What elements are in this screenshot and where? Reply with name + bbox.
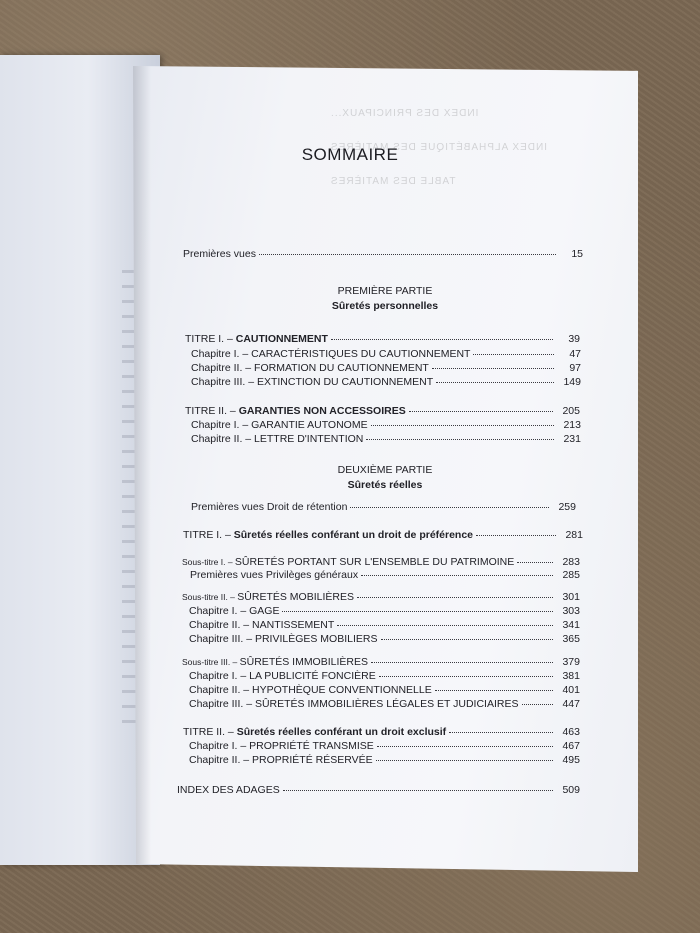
toc-chapter xyxy=(191,347,581,361)
toc-leader xyxy=(331,339,553,340)
toc-prefix: Sous-titre II. – xyxy=(182,592,238,602)
toc-label: Chapitre II. – LETTRE D'INTENTION xyxy=(191,433,364,445)
toc-page: 467 xyxy=(562,740,580,752)
toc-leader xyxy=(435,690,553,691)
toc-chapter xyxy=(189,739,580,753)
toc-page: 379 xyxy=(562,656,580,668)
toc-leader xyxy=(409,411,553,412)
toc-page: 301 xyxy=(562,591,580,603)
toc-leader xyxy=(379,676,553,677)
bleed-through-text xyxy=(330,108,590,223)
toc-page: 47 xyxy=(569,348,581,360)
toc-leader xyxy=(522,704,554,705)
toc-page: 39 xyxy=(568,333,580,345)
part1-name: Sûretés personnelles xyxy=(331,300,439,312)
toc-leader xyxy=(517,562,553,563)
toc-label: Premières vues Droit de rétention xyxy=(191,501,348,513)
toc-label: Chapitre III. – PRIVILÈGES MOBILIERS xyxy=(189,633,378,645)
toc-sous-titre-2 xyxy=(182,590,580,604)
part1-number: PREMIÈRE PARTIE xyxy=(337,285,433,297)
toc-leader xyxy=(337,625,553,626)
toc-label: Chapitre II. – FORMATION DU CAUTIONNEMENT xyxy=(191,362,429,374)
toc-page: 213 xyxy=(563,419,581,431)
toc-chapter xyxy=(191,418,581,432)
toc-part2-titre1 xyxy=(183,528,583,542)
toc-page: 463 xyxy=(562,726,580,738)
toc-chapter xyxy=(189,683,580,697)
toc-sous-titre-1 xyxy=(182,555,580,569)
toc-label: Chapitre I. – GARANTIE AUTONOME xyxy=(191,419,368,431)
toc-leader xyxy=(283,790,553,791)
toc-label: INDEX DES ADAGES xyxy=(177,784,280,796)
toc-page: 509 xyxy=(562,784,580,796)
toc-index xyxy=(177,783,580,797)
bleed-line: TABLE DES MATIÈRES xyxy=(330,176,456,187)
toc-leader xyxy=(381,639,554,640)
toc-leader xyxy=(432,368,554,369)
toc-page: 97 xyxy=(569,362,581,374)
toc-label: Chapitre II. – HYPOTHÈQUE CONVENTIONNELLE xyxy=(189,684,432,696)
toc-label: Chapitre I. – PROPRIÉTÉ TRANSMISE xyxy=(189,740,374,752)
toc-prefix: TITRE II. – xyxy=(185,405,239,417)
toc-chapter xyxy=(191,375,581,389)
toc-label: Chapitre I. – GAGE xyxy=(189,605,280,617)
toc-label: CAUTIONNEMENT xyxy=(235,333,328,345)
page-title: SOMMAIRE xyxy=(301,145,399,164)
toc-part2-titre2 xyxy=(183,725,580,739)
toc-page: 231 xyxy=(563,433,581,445)
toc-chapter xyxy=(189,632,580,646)
part2-number: DEUXIÈME PARTIE xyxy=(337,464,433,476)
toc-chapter xyxy=(191,361,581,375)
toc-page: 365 xyxy=(562,633,580,645)
bleed-line: INDEX ALPHABÉTIQUE DES MATIÈRES xyxy=(330,142,547,153)
toc-label: Chapitre I. – CARACTÉRISTIQUES DU CAUTIONNEMENT xyxy=(191,348,471,360)
toc-label: SÛRETÉS MOBILIÈRES xyxy=(237,591,354,603)
part2-name: Sûretés réelles xyxy=(347,479,423,491)
toc-chapter xyxy=(189,753,580,767)
toc-chapter xyxy=(189,697,580,711)
toc-label: GARANTIES NON ACCESSOIRES xyxy=(238,405,406,417)
toc-label: Chapitre II. – NANTISSEMENT xyxy=(189,619,335,631)
toc-page: 381 xyxy=(562,670,580,682)
toc-label: Chapitre III. – SÛRETÉS IMMOBILIÈRES LÉGALES ET JUDICIAIRES xyxy=(189,698,519,710)
toc-leader xyxy=(361,575,553,576)
toc-label: Sûretés réelles conférant un droit de préférence xyxy=(233,529,474,541)
toc-leader xyxy=(436,382,554,383)
toc-page: 495 xyxy=(562,754,580,766)
toc-page: 281 xyxy=(565,529,583,541)
toc-leader xyxy=(357,597,553,598)
toc-label: Sûretés réelles conférant un droit exclusif xyxy=(236,726,447,738)
toc-page: 303 xyxy=(562,605,580,617)
toc-leader xyxy=(476,535,556,536)
toc-leader xyxy=(259,254,556,255)
toc-chapter xyxy=(191,432,581,446)
toc-page: 401 xyxy=(562,684,580,696)
toc-prefix: Sous-titre I. – xyxy=(182,557,235,567)
toc-leader xyxy=(371,662,553,663)
toc-leader xyxy=(473,354,554,355)
toc-label: Chapitre II. – PROPRIÉTÉ RÉSERVÉE xyxy=(189,754,373,766)
toc-page: 447 xyxy=(562,698,580,710)
toc-leader xyxy=(377,746,553,747)
toc-prefix: TITRE I. – xyxy=(183,529,234,541)
toc-leader xyxy=(282,611,553,612)
toc-label: Chapitre III. – EXTINCTION DU CAUTIONNEMENT xyxy=(191,376,434,388)
toc-page: 205 xyxy=(562,405,580,417)
toc-pv-droit xyxy=(191,500,576,514)
toc-part1-titre2 xyxy=(185,404,580,418)
part1-heading xyxy=(0,284,700,314)
toc-leader xyxy=(371,425,554,426)
toc-prefix: Sous-titre III. – xyxy=(182,657,240,667)
toc-sous-titre-3 xyxy=(182,655,580,669)
toc-chapter xyxy=(189,618,580,632)
toc-label: Premières vues Privilèges généraux xyxy=(190,569,359,581)
toc-chapter xyxy=(189,669,580,683)
toc-label: SÛRETÉS IMMOBILIÈRES xyxy=(239,656,368,668)
toc-page: 283 xyxy=(562,556,580,568)
toc-page: 149 xyxy=(563,376,581,388)
toc-part1-titre1 xyxy=(185,332,580,346)
toc-leader xyxy=(376,760,553,761)
bleed-line: INDEX DES PRINCIPAUX... xyxy=(330,108,479,119)
toc-label: SÛRETÉS PORTANT SUR L'ENSEMBLE DU PATRIMOINE xyxy=(234,556,515,568)
toc-page: 341 xyxy=(562,619,580,631)
toc-premieres-vues xyxy=(183,247,583,261)
toc-leader xyxy=(449,732,553,733)
toc-page: 15 xyxy=(571,248,583,260)
toc-label: Chapitre I. – LA PUBLICITÉ FONCIÈRE xyxy=(189,670,376,682)
toc-leader xyxy=(350,507,549,508)
toc-pv-privileges xyxy=(190,568,580,582)
toc-prefix: TITRE I. – xyxy=(185,333,236,345)
part2-heading xyxy=(0,463,700,493)
toc-leader xyxy=(366,439,554,440)
toc-chapter xyxy=(189,604,580,618)
toc-prefix: TITRE II. – xyxy=(183,726,237,738)
toc-page: 259 xyxy=(558,501,576,513)
toc-label: Premières vues xyxy=(183,248,256,260)
toc-page: 285 xyxy=(562,569,580,581)
